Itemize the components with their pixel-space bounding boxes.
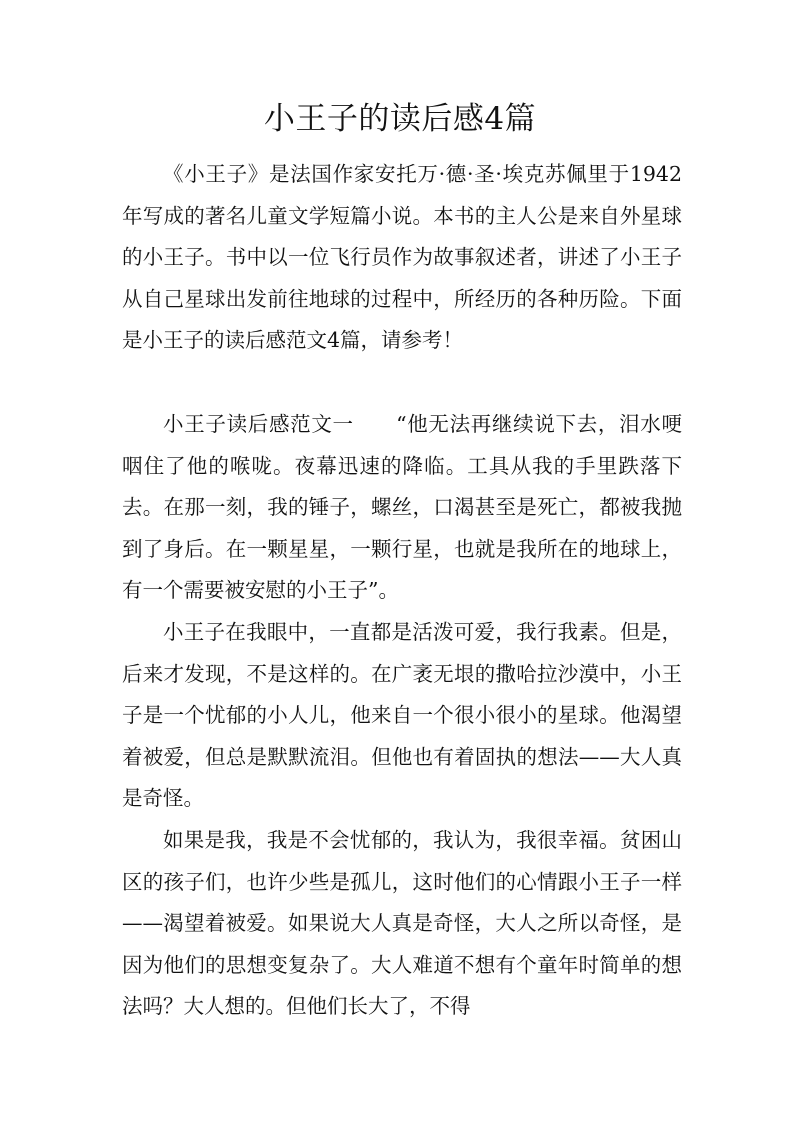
paragraph-essay-one-reflection: 如果是我，我是不会忧郁的，我认为，我很幸福。贫困山区的孩子们，也许少些是孤儿，这时他们的心情跟小王子一样——渴望着被爱。如果说大人真是奇怪，大人之所以奇怪，是因为他们的思想变复杂了。大人难道不想有个童年时简单的想法吗？大人想的。但他们长大了，不得 [122, 828, 682, 1018]
paragraph-intro: 《小王子》是法国作家安托万·德·圣·埃克苏佩里于1942年写成的著名儿童文学短篇小说。本书的主人公是来自外星球的小王子。书中以一位飞行员作为故事叙述者，讲述了小王子从自己星球出发前往地球的过程中，所经历的各种历险。下面是小王子的读后感范文4篇，请参考！ [122, 162, 682, 352]
document-title: 小王子的读后感4篇 [263, 101, 537, 137]
paragraph-essay-one-opening: 小王子读后感范文一 “他无法再继续说下去，泪水哽咽住了他的喉咙。夜幕迅速的降临。工具从我的手里跌落下去。在那一刻，我的锤子，螺丝，口渴甚至是死亡，都被我抛到了身后。在一颗星星，一颗行星，也就是我所在的地球上，有一个需要被安慰的小王子”。 [122, 412, 682, 602]
paragraph-essay-one-body: 小王子在我眼中，一直都是活泼可爱，我行我素。但是，后来才发现，不是这样的。在广袤无垠的撒哈拉沙漠中，小王子是一个忧郁的小人儿，他来自一个很小很小的星球。他渴望着被爱，但总是默默流泪。但他也有着固执的想法——大人真是奇怪。 [122, 620, 682, 810]
